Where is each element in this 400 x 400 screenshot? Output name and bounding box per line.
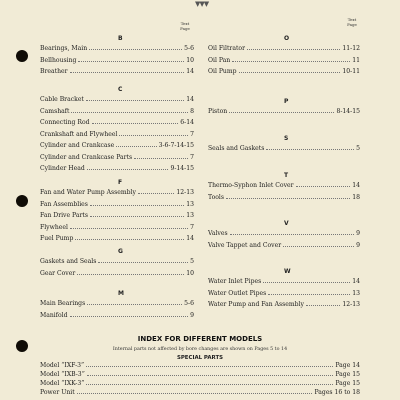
entry-page: 14 xyxy=(186,68,194,75)
entry-name: Cylinder Head xyxy=(40,165,85,172)
index-entry xyxy=(40,388,360,397)
entry-name: Connecting Rod xyxy=(40,119,90,126)
models-index-subtitle: Internal parts not affected by bore changes are shown on Pages 5 to 14 xyxy=(112,347,288,352)
entry-page: 13 xyxy=(186,200,194,208)
section-letter: P xyxy=(284,98,289,105)
dot-leader xyxy=(116,141,156,147)
dot-leader xyxy=(90,200,184,206)
entry-page: 5 xyxy=(356,145,360,152)
index-entry xyxy=(40,211,194,220)
index-entry xyxy=(40,44,194,53)
index-entry xyxy=(40,130,194,139)
entry-name: Main Bearings xyxy=(40,300,86,307)
index-entry xyxy=(208,229,360,238)
text-page-label-left: Text Page xyxy=(180,21,190,31)
section-letter: T xyxy=(284,172,289,179)
dot-leader xyxy=(78,56,184,62)
dot-leader xyxy=(92,118,179,124)
entry-name: Model “IXF-3” xyxy=(40,362,85,369)
section-letter: C xyxy=(118,86,123,93)
index-entry xyxy=(40,370,360,379)
index-entry xyxy=(208,289,360,298)
special-parts-heading: SPECIAL PARTS xyxy=(176,355,224,361)
entry-page: Page 15 xyxy=(335,371,360,378)
entry-page: 14 xyxy=(352,182,360,189)
dot-leader xyxy=(138,188,174,194)
entry-name: Model “IXB-3” xyxy=(40,371,85,378)
entry-page: 5-6 xyxy=(184,45,194,52)
entry-name: Flywheel xyxy=(40,223,68,231)
dot-leader xyxy=(239,67,341,73)
entry-page: Pages 16 to 18 xyxy=(314,389,360,396)
models-index-title: INDEX FOR DIFFERENT MODELS xyxy=(137,335,263,343)
section-letter: M xyxy=(118,290,124,297)
entry-name: Fuel Pump xyxy=(40,235,74,242)
dot-leader xyxy=(266,144,354,150)
index-entry xyxy=(208,277,360,286)
dot-leader xyxy=(134,153,188,159)
entry-page: 9-14-15 xyxy=(170,165,194,172)
entry-name: Thermo-Syphon Inlet Cover xyxy=(208,182,294,189)
dot-leader xyxy=(296,181,351,187)
entry-page: 3-6-7-14-15 xyxy=(158,142,194,149)
dot-leader xyxy=(119,130,188,136)
entry-name: Model “IXK-3” xyxy=(40,380,85,387)
entry-name: Fan and Water Pump Assembly xyxy=(40,189,136,196)
entry-page: 13 xyxy=(186,212,194,219)
dot-leader xyxy=(263,277,350,283)
dot-leader xyxy=(87,299,182,305)
entry-name: Water Inlet Pipes xyxy=(208,278,262,285)
section-letter: G xyxy=(118,248,123,255)
entry-page: 14 xyxy=(352,278,360,285)
dot-leader xyxy=(89,44,182,50)
entry-page: 8-14-15 xyxy=(336,108,360,115)
index-entry xyxy=(40,56,194,65)
dot-leader xyxy=(90,211,184,217)
entry-page: 7 xyxy=(190,153,194,161)
dot-leader xyxy=(70,223,188,229)
entry-name: Power Unit xyxy=(40,389,75,396)
entry-page: 7 xyxy=(190,223,194,231)
index-entry xyxy=(40,153,194,162)
index-entry xyxy=(40,107,194,116)
entry-name: Cable Bracket xyxy=(40,96,84,103)
text-page-label-right: Text Page xyxy=(347,17,357,27)
dot-leader xyxy=(87,164,169,170)
entry-name: Oil Filtrator xyxy=(208,45,245,52)
entry-page: 7 xyxy=(190,130,194,138)
header-arrows: ▼▼▼ xyxy=(195,0,209,8)
entry-page: 5 xyxy=(190,258,194,265)
index-entry xyxy=(208,56,360,65)
dot-leader xyxy=(230,229,355,235)
index-entry xyxy=(40,95,194,104)
section-letter: O xyxy=(284,35,290,42)
dot-leader xyxy=(283,241,354,247)
section-letter: W xyxy=(284,268,291,275)
entry-page: 12-13 xyxy=(342,301,360,308)
entry-page: 5-6 xyxy=(184,300,194,307)
dot-leader xyxy=(232,56,350,62)
entry-name: Manifold xyxy=(40,311,68,319)
entry-name: Water Outlet Pipes xyxy=(208,289,267,297)
entry-page: 18 xyxy=(352,193,360,201)
index-entry xyxy=(40,200,194,209)
entry-name: Camshaft xyxy=(40,107,70,115)
entry-name: Valves xyxy=(208,230,228,237)
dot-leader xyxy=(70,311,189,317)
dot-leader xyxy=(75,234,184,240)
entry-page: 12-13 xyxy=(176,189,194,196)
index-entry xyxy=(40,299,194,308)
entry-name: Crankshaft and Flywheel xyxy=(40,130,118,138)
entry-page: 9 xyxy=(190,311,194,319)
dot-leader xyxy=(87,370,334,376)
entry-page: 14 xyxy=(186,235,194,242)
section-letter: B xyxy=(118,35,123,42)
entry-name: Piston xyxy=(208,108,228,115)
entry-page: 8 xyxy=(190,107,194,115)
dot-leader xyxy=(226,193,350,199)
entry-name: Cylinder and Crankcase xyxy=(40,142,115,149)
entry-name: Gaskets and Seals xyxy=(40,258,97,265)
dot-leader xyxy=(247,44,340,50)
entry-page: 11 xyxy=(352,56,360,64)
entry-page: 9 xyxy=(356,241,360,249)
index-entry xyxy=(40,269,194,278)
entry-page: 9 xyxy=(356,230,360,237)
index-entry xyxy=(208,67,360,76)
entry-name: Gear Cover xyxy=(40,269,76,277)
index-entry xyxy=(40,223,194,232)
index-entry xyxy=(208,300,360,309)
entry-page: 6-14 xyxy=(180,119,194,126)
entry-name: Seals and Gaskets xyxy=(208,145,265,152)
entry-name: Valve Tappet and Cover xyxy=(208,241,282,249)
entry-name: Water Pump and Fan Assembly xyxy=(208,301,304,308)
dot-leader xyxy=(86,361,333,367)
dot-leader xyxy=(229,107,334,113)
entry-page: Page 15 xyxy=(335,380,360,387)
index-entry xyxy=(40,67,194,76)
entry-page: 11-12 xyxy=(342,45,360,52)
entry-name: Bellhousing xyxy=(40,56,77,64)
index-entry xyxy=(208,44,360,53)
index-entry xyxy=(208,144,360,153)
dot-leader xyxy=(98,257,188,263)
index-entry xyxy=(40,188,194,197)
index-entry xyxy=(40,234,194,243)
entry-page: 13 xyxy=(352,289,360,297)
index-entry xyxy=(40,164,194,173)
section-letter: F xyxy=(118,179,123,186)
index-entry xyxy=(208,193,360,202)
dot-leader xyxy=(71,107,188,113)
entry-name: Fan Assemblies xyxy=(40,200,88,208)
binder-hole xyxy=(16,195,28,207)
dot-leader xyxy=(77,269,184,275)
index-entry xyxy=(40,311,194,320)
index-entry xyxy=(208,241,360,250)
binder-hole xyxy=(16,50,28,62)
dot-leader xyxy=(77,388,313,394)
entry-name: Oil Pan xyxy=(208,56,231,64)
entry-name: Cylinder and Crankcase Parts xyxy=(40,153,133,161)
entry-name: Breather xyxy=(40,68,68,75)
entry-page: 10 xyxy=(186,56,194,64)
index-entry xyxy=(208,181,360,190)
section-letter: S xyxy=(284,135,289,142)
entry-page: 14 xyxy=(186,96,194,103)
entry-name: Tools xyxy=(208,193,225,201)
section-letter: V xyxy=(284,220,289,227)
index-entry xyxy=(40,361,360,370)
entry-name: Fan Drive Parts xyxy=(40,212,88,219)
entry-page: Page 14 xyxy=(335,362,360,369)
index-entry xyxy=(40,118,194,127)
entry-page: 10 xyxy=(186,269,194,277)
entry-name: Bearings, Main xyxy=(40,45,88,52)
index-entry xyxy=(208,107,360,116)
dot-leader xyxy=(86,95,184,101)
index-entry xyxy=(40,379,360,388)
entry-page: 10-11 xyxy=(342,68,360,75)
index-entry xyxy=(40,257,194,266)
dot-leader xyxy=(70,67,185,73)
entry-name: Oil Pump xyxy=(208,68,237,75)
index-entry xyxy=(40,141,194,150)
dot-leader xyxy=(306,300,340,306)
dot-leader xyxy=(268,289,350,295)
dot-leader xyxy=(86,379,333,385)
